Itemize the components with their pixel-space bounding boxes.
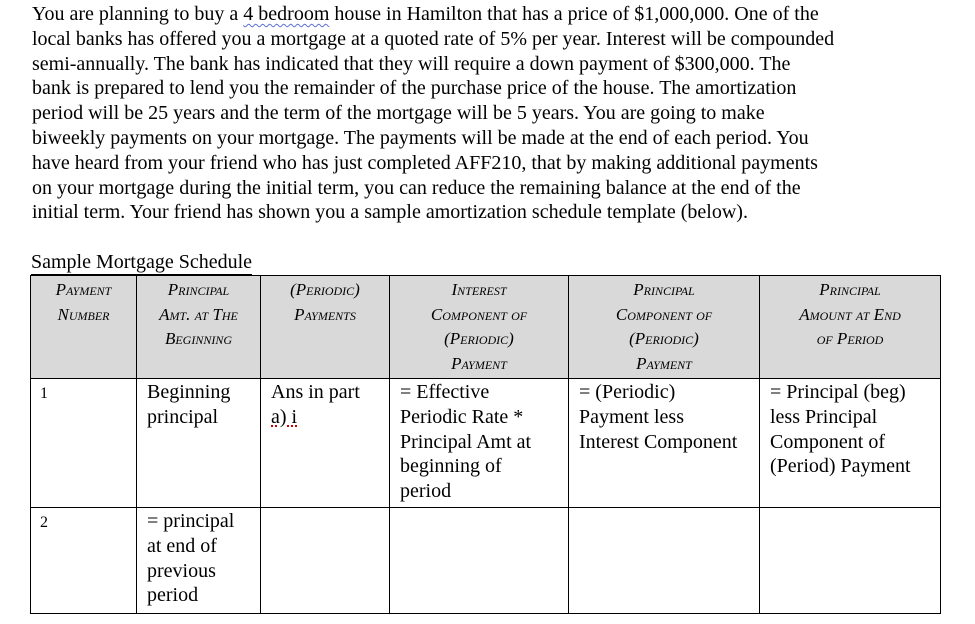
row1-payment: Ans in part a) i [261,379,390,508]
row1-interest-component: = Effective Periodic Rate * Principal Amt at beginning of period [390,379,569,508]
problem-paragraph [32,2,957,225]
header-interest-component: Interest Component of (Periodic) Payment [390,276,569,379]
row2-payment [261,508,390,614]
row1-principal-component: = (Periodic) Payment less Interest Component [569,379,760,508]
row1-principal-begin: Beginning principal [137,379,261,508]
row2-principal-component [569,508,760,614]
paragraph-line: biweekly payments on your mortgage. The payments will be made at the end of each period. You [32,126,809,149]
mortgage-schedule-table [30,275,941,614]
row2-payment-number: 2 [31,508,137,614]
table-row [31,508,941,614]
header-principal-begin: Principal Amt. at The Beginning [137,276,261,379]
row2-principal-end [760,508,941,614]
paragraph-line: initial term. Your friend has shown you a sample amortization schedule template (below). [32,201,748,224]
paragraph-line: period will be 25 years and the term of the mortgage will be 5 years. You are going to make [32,102,765,125]
header-payment-number: Payment Number [31,276,137,379]
paragraph-line: semi-annually. The bank has indicated that they will require a down payment of $300,000. The [32,52,791,75]
header-principal-end: Principal Amount at End of Period [760,276,941,379]
row2-principal-begin: = principal at end of previous period [137,508,261,614]
spellcheck-highlight: 4 bedroom [243,3,330,25]
header-principal-component: Principal Component of (Periodic) Payment [569,276,760,379]
row1-payment-number: 1 [31,379,137,508]
spellcheck-mark: a) i [271,405,298,428]
row1-principal-end: = Principal (beg) less Principal Component of (Period) Payment [760,379,941,508]
paragraph-line: bank is prepared to lend you the remainder of the purchase price of the house. The amortization [32,77,797,100]
row2-interest-component [390,508,569,614]
paragraph-line: have heard from your friend who has just completed AFF210, that by making additional payments [32,151,818,174]
paragraph-line: on your mortgage during the initial term, you can reduce the remaining balance at the end of the [32,176,801,199]
table-row [31,379,941,508]
table-header-row [31,276,941,379]
paragraph-line: You are planning to buy a 4 bedroom house in Hamilton that has a price of $1,000,000. One of the [32,3,819,25]
header-periodic-payments: (Periodic) Payments [261,276,390,379]
table-caption: Sample Mortgage Schedule [31,251,253,273]
paragraph-line: local banks has offered you a mortgage at a quoted rate of 5% per year. Interest will be compounded [32,27,835,50]
